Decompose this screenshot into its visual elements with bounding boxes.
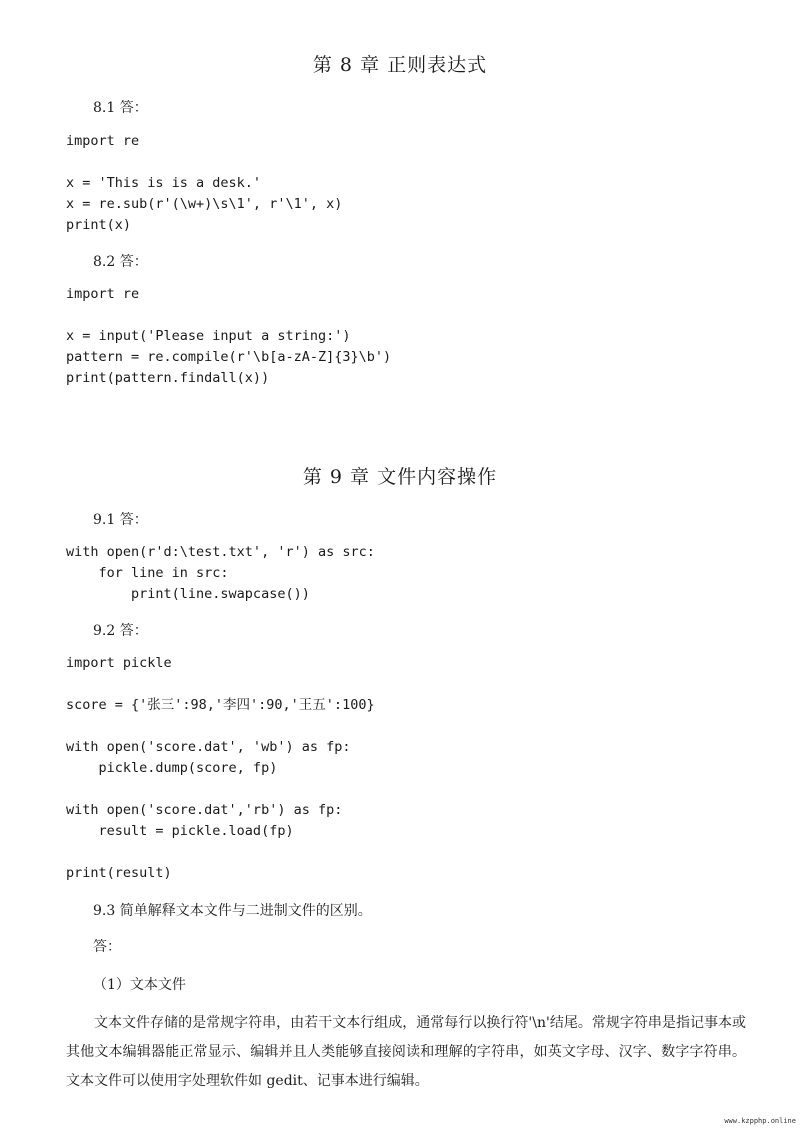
watermark: www.kzpphp.online — [724, 1117, 796, 1125]
text-file-paragraph: 文本文件存储的是常规字符串，由若干文本行组成，通常每行以换行符'\n'结尾。常规字符串是指记事本或其他文本编辑器能正常显示、编辑并且人类能够直接阅读和理解的字符串，如英文字母、汉字、数字字符串。文本文件可以使用字处理软件如 gedit、记事本进行编辑。 — [66, 1015, 746, 1089]
chapter-8-title: 第 8 章 正则表达式 — [312, 54, 488, 76]
code-block-8-1: import re x = 'This is is a desk.' x = re.sub(r'(\w+)\s\1', r'\1', x) print(x) — [66, 133, 343, 233]
subheading-text-file: （1）文本文件 — [93, 977, 186, 993]
code-block-8-2: import re x = input('Please input a string:') pattern = re.compile(r'\b[a-zA-Z]{3}\b') print(pattern.findall(x)) — [66, 286, 392, 386]
answer-label: 答： — [93, 939, 121, 955]
code-block-9-1: with open(r'd:\test.txt', 'r') as src: for line in src: print(line.swapcase()) — [66, 544, 375, 602]
question-9-1-label: 9.1 答： — [93, 512, 148, 528]
question-8-2-label: 8.2 答： — [93, 254, 148, 270]
chapter-9-title: 第 9 章 文件内容操作 — [302, 466, 498, 488]
code-block-9-2: import pickle score = {'张三':98,'李四':90,'王五':100} with open('score.dat', 'wb') as fp: pickle.dump(score, fp) with open('score.dat','rb') as fp: result = pickle.load(fp) print(result) — [66, 655, 375, 881]
question-9-3-label: 9.3 简单解释文本文件与二进制文件的区别。 — [93, 903, 372, 919]
question-8-1-label: 8.1 答： — [93, 100, 148, 116]
question-9-2-label: 9.2 答： — [93, 623, 148, 639]
